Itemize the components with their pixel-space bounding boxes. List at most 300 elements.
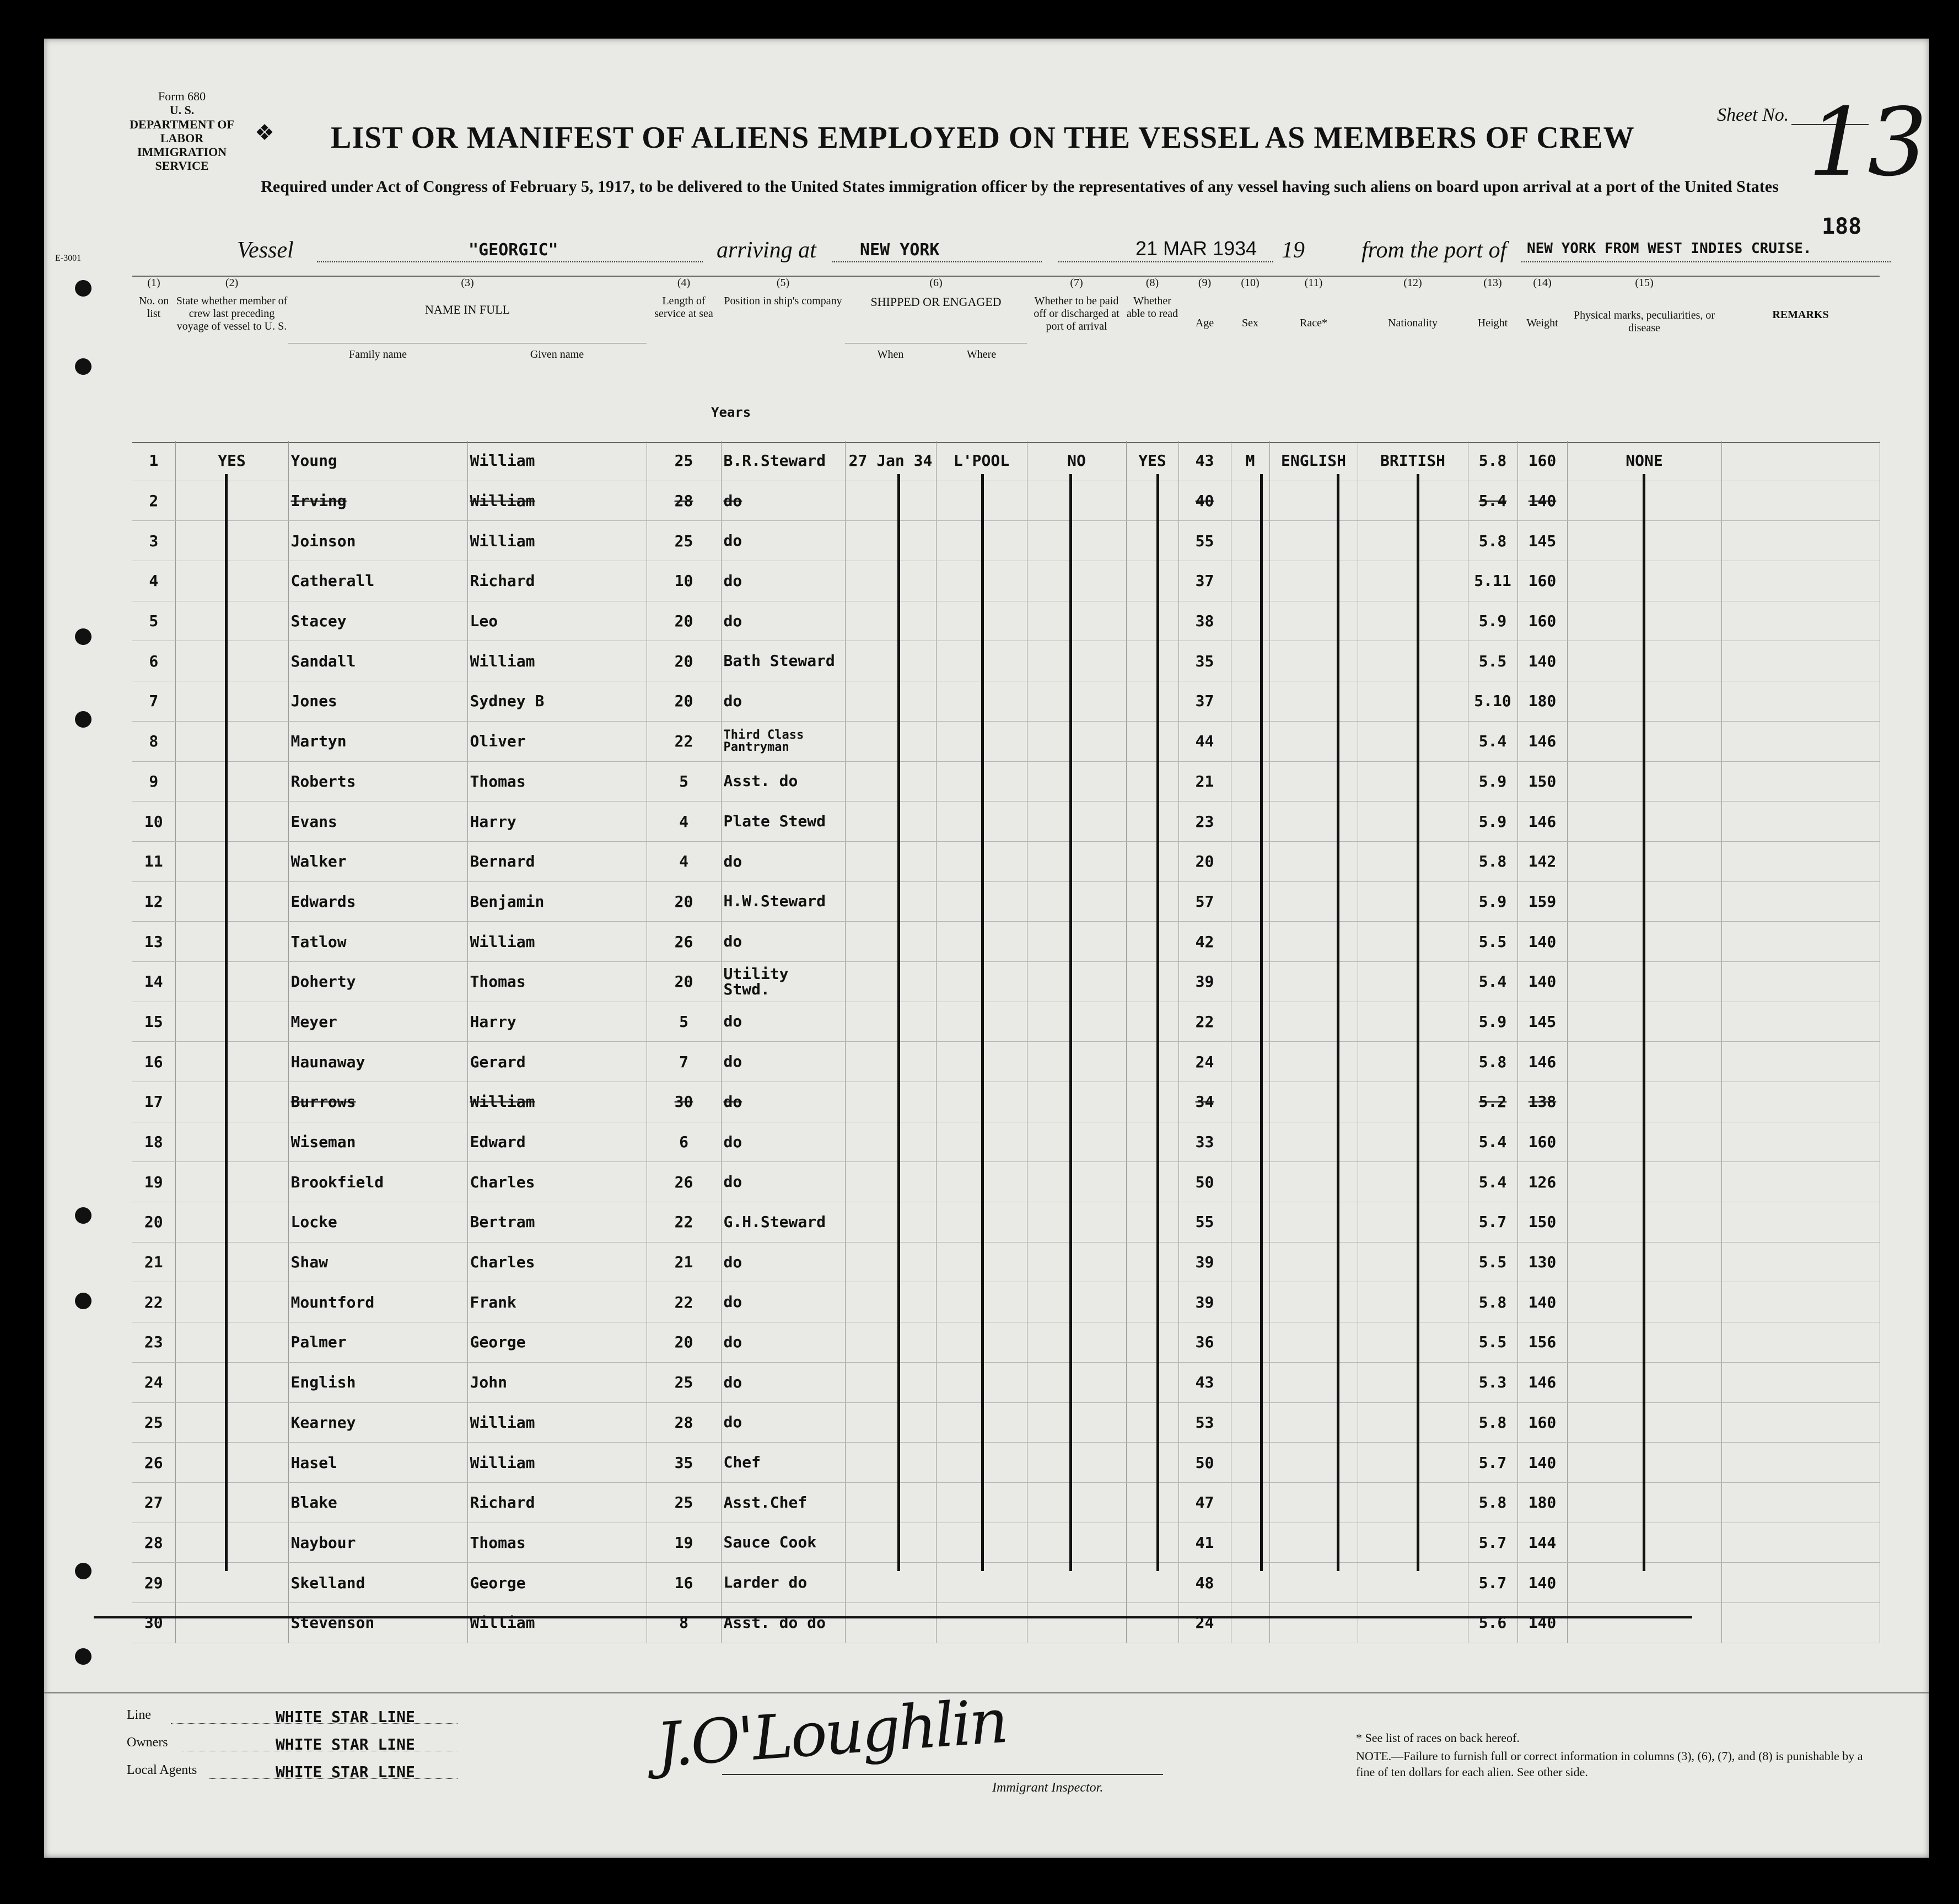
position: do <box>721 481 845 521</box>
height: 5.4 <box>1468 721 1517 761</box>
height: 5.4 <box>1468 1162 1517 1202</box>
row-number: 12 <box>132 881 175 922</box>
nationality <box>1358 681 1468 722</box>
row-number: 3 <box>132 521 175 561</box>
age: 57 <box>1178 881 1231 922</box>
age: 39 <box>1178 1282 1231 1322</box>
service-years: 6 <box>647 1122 721 1162</box>
service-years: 19 <box>647 1523 721 1563</box>
service-years: 5 <box>647 761 721 802</box>
from-port: NEW YORK FROM WEST INDIES CRUISE. <box>1527 240 1812 257</box>
nationality <box>1358 1482 1468 1523</box>
prev-voyage <box>175 1202 288 1243</box>
race <box>1269 1443 1358 1483</box>
physical-marks <box>1567 1602 1721 1643</box>
family-name: Shaw <box>288 1242 467 1282</box>
able-to-read <box>1126 481 1178 521</box>
row-number: 18 <box>132 1122 175 1162</box>
able-to-read <box>1126 1162 1178 1202</box>
able-to-read <box>1126 1362 1178 1402</box>
service-years: 10 <box>647 561 721 601</box>
prev-voyage <box>175 841 288 881</box>
nationality <box>1358 1322 1468 1363</box>
position: do <box>721 1082 845 1122</box>
service-years: 30 <box>647 1082 721 1122</box>
race <box>1269 1202 1358 1243</box>
given-name: William <box>467 1443 647 1483</box>
remarks <box>1721 761 1880 802</box>
age: 24 <box>1178 1602 1231 1643</box>
family-name: Skelland <box>288 1563 467 1603</box>
height: 5.7 <box>1468 1443 1517 1483</box>
sex <box>1231 1602 1269 1643</box>
sex <box>1231 481 1269 521</box>
height: 5.8 <box>1468 1042 1517 1082</box>
weight: 140 <box>1517 1602 1567 1643</box>
family-name: English <box>288 1362 467 1402</box>
age: 53 <box>1178 1402 1231 1443</box>
col-6-header: SHIPPED OR ENGAGED <box>870 295 1002 309</box>
prev-voyage <box>175 1082 288 1122</box>
table-row <box>132 922 1880 962</box>
given-name: George <box>467 1322 647 1363</box>
age: 38 <box>1178 601 1231 641</box>
paid-off <box>1027 1202 1126 1243</box>
sex: M <box>1231 441 1269 481</box>
height: 5.2 <box>1468 1082 1517 1122</box>
position: do <box>721 841 845 881</box>
race-note: * See list of races on back hereof. <box>1356 1731 1520 1745</box>
prev-voyage <box>175 1282 288 1322</box>
weight: 180 <box>1517 1482 1567 1523</box>
shipped-when <box>845 1242 936 1282</box>
age: 44 <box>1178 721 1231 761</box>
position: do <box>721 521 845 561</box>
given-name: George <box>467 1563 647 1603</box>
service-years: 22 <box>647 1282 721 1322</box>
shipped-when <box>845 922 936 962</box>
able-to-read <box>1126 1042 1178 1082</box>
table-row <box>132 761 1880 802</box>
form-info <box>127 89 237 173</box>
age: 37 <box>1178 561 1231 601</box>
col-9-header: Age <box>1195 317 1214 329</box>
service-years: 7 <box>647 1042 721 1082</box>
ditto-line-prev <box>225 474 228 1571</box>
weight: 160 <box>1517 601 1567 641</box>
table-row <box>132 1402 1880 1443</box>
able-to-read <box>1126 521 1178 561</box>
table-row <box>132 641 1880 681</box>
row-number: 24 <box>132 1362 175 1402</box>
age: 22 <box>1178 1002 1231 1042</box>
position: do <box>721 1002 845 1042</box>
col-16-header: REMARKS <box>1772 309 1829 321</box>
remarks <box>1721 561 1880 601</box>
paid-off <box>1027 1242 1126 1282</box>
position: do <box>721 1242 845 1282</box>
arrival-date: 21 MAR 1934 <box>1135 237 1257 260</box>
shipped-when <box>845 521 936 561</box>
arriving-port: NEW YORK <box>860 240 940 260</box>
height: 5.9 <box>1468 802 1517 842</box>
ditto-line-marks <box>1643 474 1645 1571</box>
race <box>1269 841 1358 881</box>
col-3-header: NAME IN FULL <box>425 303 510 316</box>
prev-voyage <box>175 1042 288 1082</box>
race <box>1269 1122 1358 1162</box>
given-name: William <box>467 521 647 561</box>
family-name: Palmer <box>288 1322 467 1363</box>
age: 33 <box>1178 1122 1231 1162</box>
family-name: Jones <box>288 681 467 722</box>
shipped-where: L'POOL <box>936 441 1027 481</box>
position: do <box>721 922 845 962</box>
family-name: Irving <box>288 481 467 521</box>
family-name: Wiseman <box>288 1122 467 1162</box>
family-name: Doherty <box>288 961 467 1002</box>
given-name: William <box>467 441 647 481</box>
manifest-sheet <box>44 39 1929 1858</box>
table-row <box>132 1042 1880 1082</box>
weight: 140 <box>1517 641 1567 681</box>
position: Larder do <box>721 1563 845 1603</box>
race <box>1269 1563 1358 1603</box>
service-years: 25 <box>647 1482 721 1523</box>
service-years: 26 <box>647 922 721 962</box>
from-underline <box>1521 261 1891 262</box>
punch-hole <box>75 711 92 728</box>
ditto-line-when <box>897 474 900 1571</box>
shipped-when <box>845 1282 936 1322</box>
age: 23 <box>1178 802 1231 842</box>
row-number: 2 <box>132 481 175 521</box>
shipped-when <box>845 1402 936 1443</box>
sheet-stamp: 188 <box>1822 214 1862 239</box>
nationality <box>1358 841 1468 881</box>
paid-off <box>1027 961 1126 1002</box>
row-number: 25 <box>132 1402 175 1443</box>
family-name: Joinson <box>288 521 467 561</box>
remarks <box>1721 601 1880 641</box>
column-headers <box>132 276 1880 443</box>
physical-marks: NONE <box>1567 441 1721 481</box>
age: 55 <box>1178 521 1231 561</box>
remarks <box>1721 1602 1880 1643</box>
position: do <box>721 601 845 641</box>
weight: 140 <box>1517 922 1567 962</box>
table-row <box>132 1082 1880 1122</box>
paid-off <box>1027 761 1126 802</box>
nationality <box>1358 881 1468 922</box>
shipped-when <box>845 1563 936 1603</box>
shipped-where <box>936 1602 1027 1643</box>
height: 5.4 <box>1468 481 1517 521</box>
shipped-when <box>845 1162 936 1202</box>
family-name: Mountford <box>288 1282 467 1322</box>
position: H.W.Steward <box>721 881 845 922</box>
punch-hole <box>75 1207 92 1224</box>
age: 37 <box>1178 681 1231 722</box>
position: do <box>721 1282 845 1322</box>
height: 5.5 <box>1468 1322 1517 1363</box>
prev-voyage <box>175 1602 288 1643</box>
paid-off <box>1027 1322 1126 1363</box>
paid-off <box>1027 841 1126 881</box>
col-15-number: (15) <box>1635 277 1654 289</box>
service-years: 28 <box>647 481 721 521</box>
nationality <box>1358 1002 1468 1042</box>
service-years: 20 <box>647 881 721 922</box>
shipped-when <box>845 1002 936 1042</box>
able-to-read <box>1126 1563 1178 1603</box>
given-name: William <box>467 1602 647 1643</box>
paid-off <box>1027 1122 1126 1162</box>
col-11-header: Race* <box>1300 317 1327 329</box>
shipped-when <box>845 681 936 722</box>
sex <box>1231 1002 1269 1042</box>
col-8-number: (8) <box>1145 277 1159 289</box>
nationality <box>1358 1523 1468 1563</box>
prev-voyage <box>175 1362 288 1402</box>
form-department: U. S. DEPARTMENT OF LABOR <box>130 103 234 145</box>
side-code: E-3001 <box>55 254 82 263</box>
shipped-when <box>845 481 936 521</box>
race <box>1269 1242 1358 1282</box>
prev-voyage <box>175 961 288 1002</box>
age: 43 <box>1178 441 1231 481</box>
table-row <box>132 481 1880 521</box>
remarks <box>1721 841 1880 881</box>
ditto-line-paid <box>1069 474 1072 1571</box>
paid-off <box>1027 1002 1126 1042</box>
remarks <box>1721 1282 1880 1322</box>
nationality <box>1358 561 1468 601</box>
col-4-number: (4) <box>677 277 691 289</box>
weight: 160 <box>1517 1402 1567 1443</box>
position: do <box>721 1122 845 1162</box>
given-name: Gerard <box>467 1042 647 1082</box>
sex <box>1231 521 1269 561</box>
table-row <box>132 521 1880 561</box>
remarks <box>1721 922 1880 962</box>
sex <box>1231 1082 1269 1122</box>
col-13-header: Height <box>1477 317 1508 329</box>
sex <box>1231 641 1269 681</box>
row-number: 27 <box>132 1482 175 1523</box>
page-title: LIST OR MANIFEST OF ALIENS EMPLOYED ON THE VESSEL AS MEMBERS OF CREW <box>331 121 1635 155</box>
height: 5.6 <box>1468 1602 1517 1643</box>
nationality <box>1358 1602 1468 1643</box>
able-to-read <box>1126 641 1178 681</box>
height: 5.11 <box>1468 561 1517 601</box>
table-row <box>132 721 1880 761</box>
given-name: Charles <box>467 1242 647 1282</box>
col-8-header: Whether able to read <box>1126 295 1178 320</box>
shipped-when <box>845 841 936 881</box>
row-number: 19 <box>132 1162 175 1202</box>
position: Bath Steward <box>721 641 845 681</box>
height: 5.7 <box>1468 1563 1517 1603</box>
height: 5.8 <box>1468 441 1517 481</box>
shipped-when <box>845 601 936 641</box>
table-row <box>132 681 1880 722</box>
able-to-read <box>1126 1602 1178 1643</box>
able-to-read <box>1126 1322 1178 1363</box>
race <box>1269 1523 1358 1563</box>
table-row <box>132 802 1880 842</box>
col-5-number: (5) <box>776 277 790 289</box>
paid-off <box>1027 802 1126 842</box>
table-row <box>132 881 1880 922</box>
paid-off <box>1027 1162 1126 1202</box>
col-4-header: Length of service at sea <box>654 295 713 320</box>
able-to-read <box>1126 961 1178 1002</box>
sex <box>1231 1122 1269 1162</box>
table-row <box>132 1322 1880 1363</box>
agents-label: Local Agents <box>127 1763 197 1777</box>
paid-off <box>1027 601 1126 641</box>
given-name: William <box>467 922 647 962</box>
row-number: 29 <box>132 1563 175 1603</box>
given-name: William <box>467 481 647 521</box>
prev-voyage <box>175 641 288 681</box>
remarks <box>1721 1443 1880 1483</box>
race <box>1269 521 1358 561</box>
given-name: Thomas <box>467 961 647 1002</box>
shipped-when <box>845 641 936 681</box>
remarks <box>1721 1042 1880 1082</box>
service-years: 26 <box>647 1162 721 1202</box>
col-9-number: (9) <box>1198 277 1212 289</box>
paid-off <box>1027 922 1126 962</box>
sex <box>1231 922 1269 962</box>
able-to-read <box>1126 1002 1178 1042</box>
able-to-read <box>1126 1122 1178 1162</box>
weight: 142 <box>1517 841 1567 881</box>
height: 5.8 <box>1468 1282 1517 1322</box>
row-number: 7 <box>132 681 175 722</box>
weight: 146 <box>1517 721 1567 761</box>
col-5-header: Position in ship's company <box>724 295 842 307</box>
height: 5.9 <box>1468 1002 1517 1042</box>
years-label: Years <box>711 405 751 420</box>
col-10-number: (10) <box>1241 277 1260 289</box>
able-to-read <box>1126 1082 1178 1122</box>
paid-off: NO <box>1027 441 1126 481</box>
shipped-when <box>845 721 936 761</box>
sex <box>1231 1042 1269 1082</box>
paid-off <box>1027 1082 1126 1122</box>
punch-hole <box>75 280 92 297</box>
weight: 156 <box>1517 1322 1567 1363</box>
given-name: Charles <box>467 1162 647 1202</box>
weight: 126 <box>1517 1162 1567 1202</box>
given-name: Benjamin <box>467 881 647 922</box>
row-number: 11 <box>132 841 175 881</box>
col-13-number: (13) <box>1483 277 1502 289</box>
position: do <box>721 1362 845 1402</box>
ditto-line-nationality <box>1417 474 1419 1571</box>
remarks <box>1721 1242 1880 1282</box>
position: do <box>721 1042 845 1082</box>
given-name: Thomas <box>467 761 647 802</box>
prev-voyage <box>175 1402 288 1443</box>
nationality <box>1358 922 1468 962</box>
table-row <box>132 1202 1880 1243</box>
race <box>1269 601 1358 641</box>
weight: 145 <box>1517 1002 1567 1042</box>
service-years: 25 <box>647 521 721 561</box>
prev-voyage <box>175 481 288 521</box>
service-years: 20 <box>647 601 721 641</box>
position: B.R.Steward <box>721 441 845 481</box>
remarks <box>1721 1202 1880 1243</box>
position: Utility Stwd. <box>721 961 845 1002</box>
nationality <box>1358 1202 1468 1243</box>
shipped-when <box>845 561 936 601</box>
height: 5.3 <box>1468 1362 1517 1402</box>
race: ENGLISH <box>1269 441 1358 481</box>
col-6-number: (6) <box>929 277 943 289</box>
able-to-read <box>1126 721 1178 761</box>
able-to-read <box>1126 881 1178 922</box>
able-to-read <box>1126 841 1178 881</box>
table-row <box>132 1122 1880 1162</box>
height: 5.9 <box>1468 761 1517 802</box>
service-years: 25 <box>647 441 721 481</box>
age: 48 <box>1178 1563 1231 1603</box>
position: G.H.Steward <box>721 1202 845 1243</box>
nationality <box>1358 1402 1468 1443</box>
col-1-header: No. on list <box>138 295 169 320</box>
race <box>1269 1042 1358 1082</box>
height: 5.4 <box>1468 961 1517 1002</box>
shipped-when <box>845 1042 936 1082</box>
race <box>1269 961 1358 1002</box>
ditto-line-where <box>981 474 984 1571</box>
given-name: Richard <box>467 1482 647 1523</box>
paid-off <box>1027 1482 1126 1523</box>
line-label: Line <box>127 1708 151 1722</box>
weight: 145 <box>1517 521 1567 561</box>
prev-voyage <box>175 681 288 722</box>
col-10-header: Sex <box>1242 317 1258 329</box>
col-7-number: (7) <box>1070 277 1083 289</box>
able-to-read <box>1126 1402 1178 1443</box>
prev-voyage <box>175 881 288 922</box>
row-number: 9 <box>132 761 175 802</box>
form-service: IMMIGRATION SERVICE <box>137 145 227 173</box>
position: Asst. do <box>721 761 845 802</box>
sex <box>1231 601 1269 641</box>
nationality <box>1358 721 1468 761</box>
required-text: Required under Act of Congress of February 5, 1917, to be delivered to the United States immigration officer by the representatives of any vessel having such aliens on board upon arrival at a port of the United States <box>261 178 1779 196</box>
race <box>1269 1602 1358 1643</box>
weight: 180 <box>1517 681 1567 722</box>
shipped-when <box>845 1362 936 1402</box>
race <box>1269 721 1358 761</box>
row-number: 10 <box>132 802 175 842</box>
col-3b-header: Given name <box>530 348 584 361</box>
weight: 150 <box>1517 761 1567 802</box>
service-years: 22 <box>647 1202 721 1243</box>
race <box>1269 1482 1358 1523</box>
shipped-when <box>845 1082 936 1122</box>
remarks <box>1721 881 1880 922</box>
able-to-read <box>1126 601 1178 641</box>
sex <box>1231 1162 1269 1202</box>
